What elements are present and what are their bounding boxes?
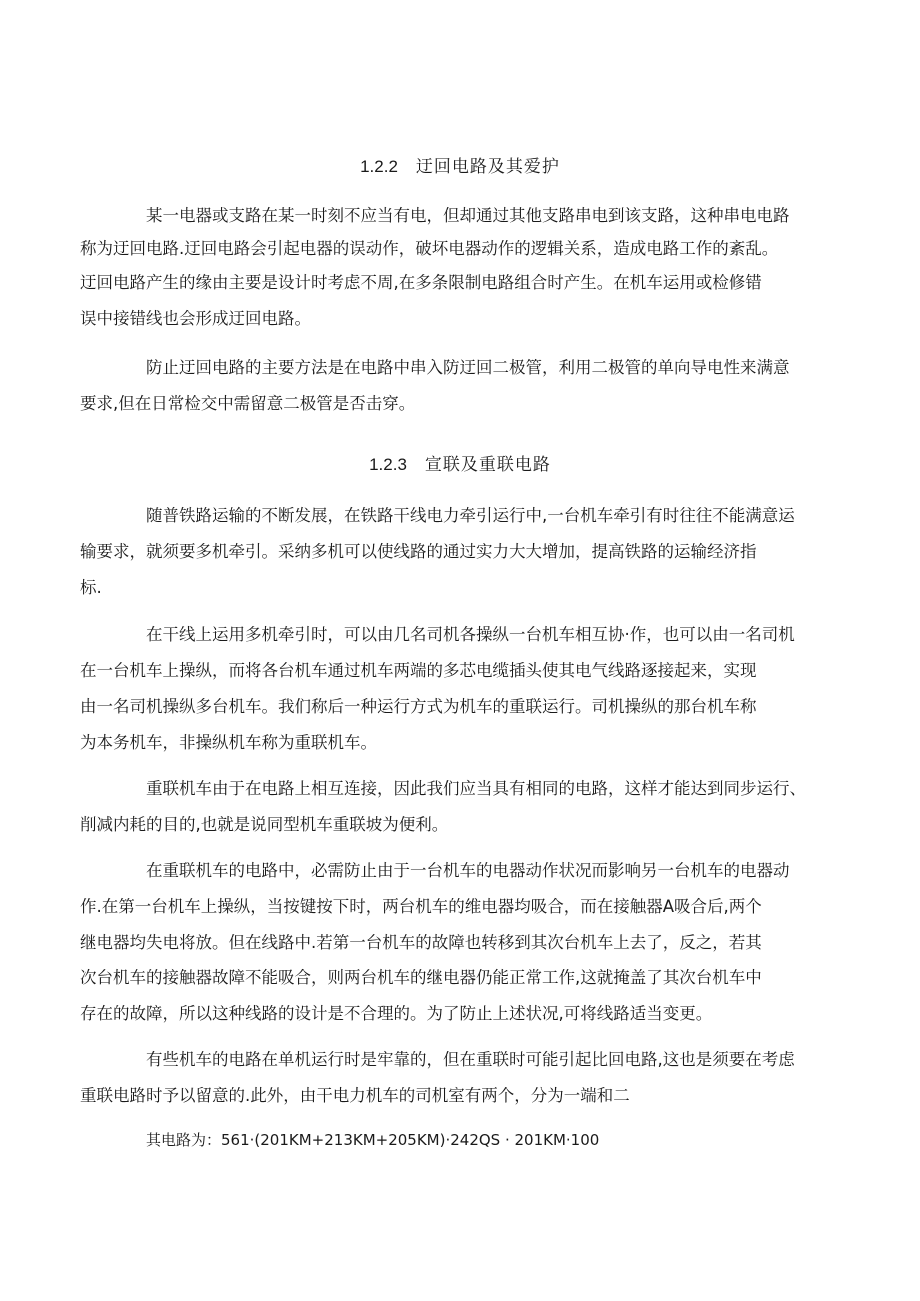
text-line: 误中接错线也会形成迂回电路。 <box>80 309 311 328</box>
text-line: 削减内耗的目的,也就是说同型机车重联坡为便利。 <box>80 815 449 834</box>
text-line: 为本务机车，非操纵机车称为重联机车。 <box>80 733 377 752</box>
text-line: 防止迂回电路的主要方法是在电路中串入防迂回二极管，利用二极管的单向导电性来满意 <box>146 358 790 377</box>
text-line: 有些机车的电路在单机运行时是牢靠的，但在重联时可能引起比回电路,这也是须要在考虑 <box>146 1050 795 1069</box>
text-line: 称为迂回电路.迂回电路会引起电器的误动作，破坏电器动作的逻辑关系，造成电路工作的紊乱。 <box>80 239 779 258</box>
text-line: 输要求，就须要多机牵引。采纳多机可以使线路的通过实力大大增加，提高铁路的运输经济指 <box>80 542 757 561</box>
text-line: 继电器均失电将放。但在线路中.若第一台机车的故障也转移到其次台机车上去了，反之，若其 <box>80 933 762 952</box>
text-line: 迂回电路产生的缘由主要是设计时考虑不周,在多条限制电路组合时产生。在机车运用或检修错 <box>80 273 762 292</box>
circuit-formula: 其电路为：561·(201KM+213KM+205KM)·242QS · 201KM·100 <box>146 1131 600 1149</box>
text-line: 标. <box>80 578 102 597</box>
text-line: 重联电路时予以留意的.此外，由干电力机车的司机室有两个，分为一端和二 <box>80 1086 630 1105</box>
section-heading-1-2-2 <box>0 155 920 179</box>
section-number: 1.2.3 <box>369 455 407 474</box>
text-line: 某一电器或支路在某一时刻不应当有电，但却通过其他支路串电到该支路，这种串电电路 <box>146 206 790 225</box>
text-line: 由一名司机操纵多台机车。我们称后一种运行方式为机车的重联运行。司机操纵的那台机车称 <box>80 697 757 716</box>
text-line: 在一台机车上操纵，而将各台机车通过机车两端的多芯电缆插头使其电气线路逐接起来，实现 <box>80 661 757 680</box>
text-line: 次台机车的接触器故障不能吸合，则两台机车的继电器仍能正常工作,这就掩盖了其次台机车中 <box>80 968 762 987</box>
text-line: 重联机车由于在电路上相互连接，因此我们应当具有相同的电路，这样才能达到同步运行、 <box>146 779 806 798</box>
text-line: 随普铁路运输的不断发展，在铁路干线电力牵引运行中,一台机车牵引有时往往不能满意运 <box>146 506 795 525</box>
text-line: 要求,但在日常检交中需留意二极管是否击穿。 <box>80 394 416 413</box>
section-heading-1-2-3 <box>0 453 920 477</box>
section-title: 迂回电路及其爱护 <box>415 157 560 177</box>
text-line: 作.在第一台机车上操纵，当按键按下时，两台机车的维电器均吸合，而在接触器A吸合后,两个 <box>80 897 762 916</box>
text-line: 存在的故障，所以这种线路的设计是不合理的。为了防止上述状况,可将线路适当变更。 <box>80 1004 713 1023</box>
section-title: 宣联及重联电路 <box>424 455 551 475</box>
section-number: 1.2.2 <box>360 157 398 176</box>
text-line: 在重联机车的电路中，必需防止由于一台机车的电器动作状况而影响另一台机车的电器动 <box>146 861 790 880</box>
text-line: 在干线上运用多机牵引时，可以由几名司机各操纵一台机车相互协·作，也可以由一名司机 <box>146 625 795 644</box>
